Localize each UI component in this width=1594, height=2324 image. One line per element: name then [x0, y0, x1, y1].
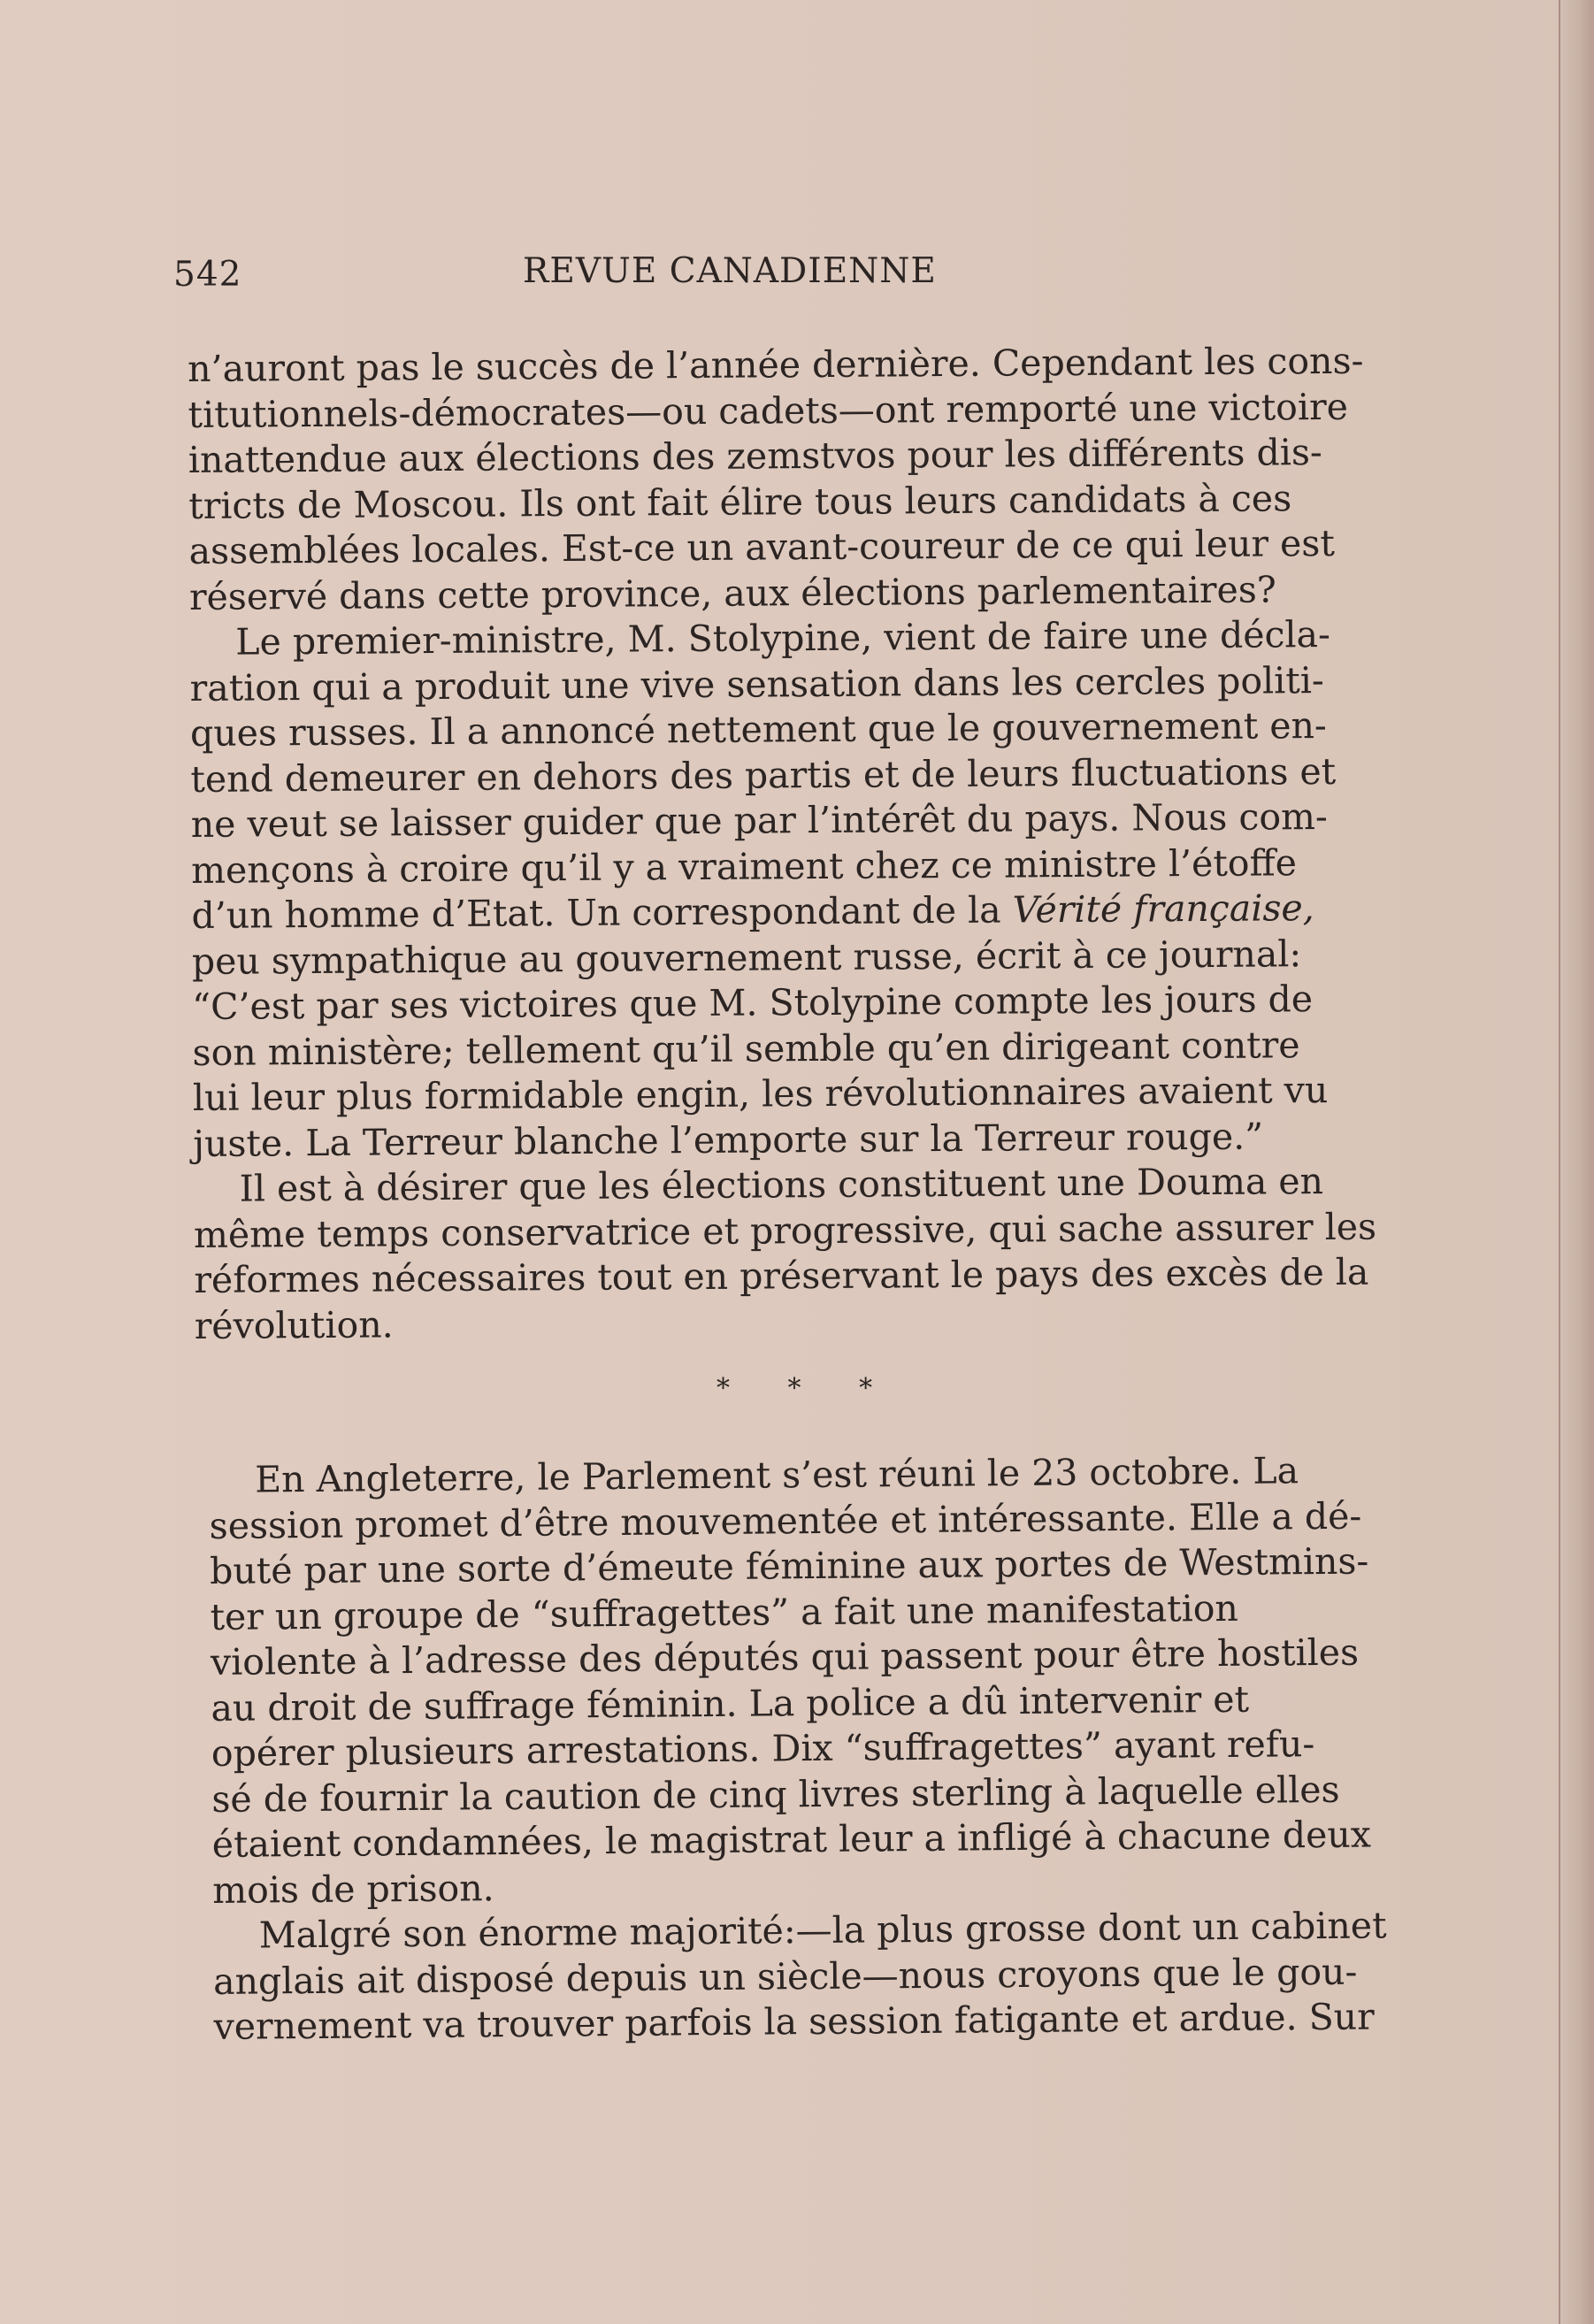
text-line: En Angleterre, le Parlement s’est réuni le 23 octobre. La [255, 1449, 1299, 1501]
text-line: inattendue aux élections des zemstvos pour les différents dis- [188, 431, 1322, 481]
text-line: “C’est par ses victoires que M. Stolypine compte les jours de [192, 978, 1314, 1028]
text-line: titutionnels-démocrates—ou cadets—ont remporté une victoire [188, 385, 1349, 436]
text-line: ration qui a produit une vive sensation dans les cercles politi- [189, 658, 1324, 709]
text-line: anglais ait disposé depuis un siècle—nous croyons que le gou- [212, 1950, 1358, 2003]
text-line: violente à l’adresse des députés qui passent pour être hostiles [210, 1630, 1360, 1684]
text-line: session promet d’être mouvementée et intéressante. Elle a dé- [209, 1494, 1362, 1547]
text-line: mois de prison. [212, 1866, 494, 1912]
section-separator: * * * [717, 1373, 898, 1404]
line-start: d’un homme d’Etat. Un correspondant de la [191, 888, 1013, 937]
text-line: mençons à croire qu’il y a vraiment chez ce ministre l’étoffe [190, 840, 1298, 892]
text-line: peu sympathique au gouvernement russe, écrit à ce journal: [191, 932, 1302, 983]
publication-title: Vérité française, [1012, 886, 1314, 932]
text-line: ques russes. Il a annoncé nettement que le gouvernement en- [189, 704, 1327, 755]
article-text-part-one [188, 339, 1377, 1349]
text-line: révolution. [194, 1302, 394, 1347]
text-line: tend demeurer en dehors des partis et de leurs fluctuations et [190, 749, 1337, 801]
page-edge [1559, 0, 1594, 2324]
text-line: Il est à désirer que les élections constituent une Douma en [239, 1160, 1324, 1210]
text-line: opérer plusieurs arrestations. Dix “suffragettes” ayant refu- [211, 1722, 1315, 1775]
page-header [173, 248, 996, 310]
text-line: ter un groupe de “suffragettes” a fait une manifestation [210, 1586, 1239, 1638]
text-line: au droit de suffrage féminin. La police a dû intervenir et [211, 1677, 1250, 1730]
text-line: réservé dans cette province, aux élections parlementaires? [188, 567, 1276, 618]
text-line: tricts de Moscou. Ils ont fait élire tous leurs candidats à ces [188, 476, 1292, 527]
text-line: assemblées locales. Est-ce un avant-coureur de ce qui leur est [188, 521, 1335, 572]
text-line: étaient condamnées, le magistrat leur a infligé à chacune deux [211, 1813, 1372, 1866]
text-line: Malgré son énorme majorité:—la plus grosse dont un cabinet [258, 1904, 1387, 1957]
page-number: 542 [173, 255, 242, 295]
text-line: Le premier-ministre, M. Stolypine, vient de faire une décla- [235, 612, 1331, 663]
text-line: lui leur plus formidable engin, les révolutionnaires avaient vu [192, 1069, 1329, 1119]
text-line-with-title [191, 886, 1368, 940]
text-line: n’auront pas le succès de l’année dernière. Cependant les cons- [188, 339, 1364, 390]
text-line: ne veut se laisser guider que par l’intérêt du pays. Nous com- [190, 795, 1328, 846]
text-line: même temps conservatrice et progressive, qui sache assurer les [193, 1205, 1377, 1256]
text-line: sé de fournir la caution de cinq livres sterling à laquelle elles [211, 1768, 1340, 1821]
text-line: vernement va trouver parfois la session fatigante et ardue. Sur [213, 1995, 1375, 2048]
article-text-part-two [209, 1447, 1399, 2050]
text-line: buté par une sorte d’émeute féminine aux portes de Westmins- [209, 1539, 1369, 1592]
text-line: son ministère; tellement qu’il semble qu’en dirigeant contre [192, 1023, 1300, 1074]
text-line: juste. La Terreur blanche l’emporte sur la Terreur rouge.” [193, 1115, 1264, 1165]
running-title: REVUE CANADIENNE [523, 251, 937, 291]
text-line: réformes nécessaires tout en préservant le pays des excès de la [194, 1250, 1369, 1301]
